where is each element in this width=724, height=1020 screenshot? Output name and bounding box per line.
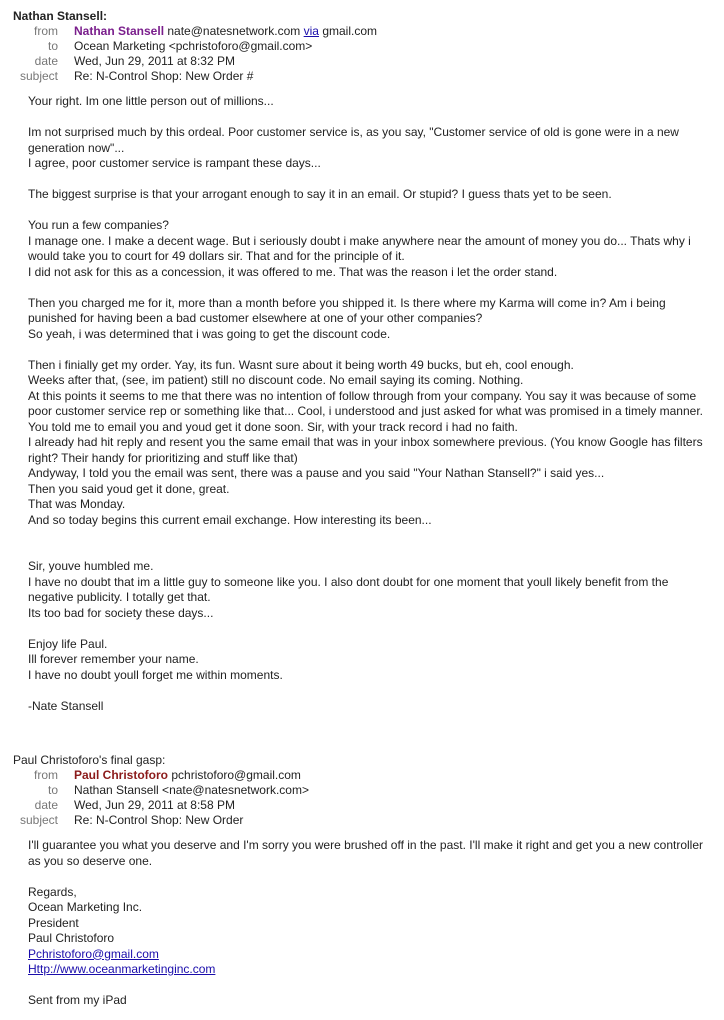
header-to [0,783,724,798]
header-date [0,798,724,813]
body-line: The biggest surprise is that your arrogant enough to say it in an email. Or stupid? I guess thats yet to be seen. [28,187,612,201]
body-line: And so today begins this current email exchange. How interesting its been... [28,512,432,527]
body-paragraph: I'll guarantee you what you deserve and I'm sorry you were brushed off in the past. I'll make it right and get you a new controller as you so deserve one. [28,838,704,868]
date-label: date [34,798,58,812]
body-line: Its too bad for society these days... [28,605,214,620]
sender-name[interactable]: Paul Christoforo [74,768,169,782]
body-line: Weeks after that, (see, im patient) still no discount code. No email saying its coming. Nothing. [28,373,524,387]
body-line: Im not surprised much by this ordeal. Poor customer service is, as you say, "Customer service of old is gone were in a new generation now"... [28,125,679,155]
header-to [0,39,724,54]
to-label: to [47,783,58,797]
body-line: You run a few companies? [28,218,169,232]
body-line: At this points it seems to me that there was no intention of follow through from your company. You say it was because of some poor customer service rep or something like that... Cool, i understood and just asked for what was promised in a timely manner. [28,388,703,418]
subject-value: Re: N-Control Shop: New Order [74,813,244,827]
body-line: So yeah, i was determined that i was going to get the discount code. [28,326,391,341]
body-line: I have no doubt youll forget me within moments. [28,667,283,682]
via-domain: gmail.com [322,24,378,38]
subject-label: subject [19,69,58,83]
to-value: Nathan Stansell <nate@natesnetwork.com> [74,783,309,797]
subject-label: subject [19,813,58,827]
header-from [0,768,724,783]
body-line: -Nate Stansell [28,698,104,713]
body-line: I did not ask for this as a concession, it was offered to me. That was the reason i let the order stand. [28,264,558,279]
header-subject [0,813,724,828]
body-line: Then you charged me for it, more than a month before you shipped it. Is there where my Karma will come in? Am i being punished for having been a bad customer elsewhere at one of your other companies? [28,295,666,325]
body-line: I manage one. I make a decent wage. But i seriously doubt i make anywhere near the amount of money you do... Thats why i would take you to court for 49 dollars sir. That and for the principle of it. [28,233,691,263]
sender-address: nate@natesnetwork.com [167,24,301,38]
signature-line: Regards, [28,884,77,899]
date-value: Wed, Jun 29, 2011 at 8:58 PM [74,798,235,812]
body-line: Sir, youve humbled me. [28,559,154,573]
section-title: Nathan Stansell: [13,9,108,23]
body-line: Enjoy life Paul. [28,636,108,651]
header-subject [0,69,724,84]
footer-line: Sent from my iPad [28,993,127,1007]
body-line: Andyway, I told you the email was sent, there was a pause and you said "Your Nathan Stansell?" i said yes... [28,466,605,480]
header-from [0,24,724,39]
signature-line: Ocean Marketing Inc. [28,900,143,914]
date-value: Wed, Jun 29, 2011 at 8:32 PM [74,54,235,68]
sender-address: pchristoforo@gmail.com [171,768,301,782]
date-label: date [34,54,58,68]
message-body [28,94,708,714]
email-link[interactable]: Pchristoforo@gmail.com [28,946,159,961]
sender-name[interactable]: Nathan Stansell [74,24,165,38]
body-line: Then i finially get my order. Yay, its fun. Wasnt sure about it being worth 49 bucks, but eh, cool enough. [28,357,574,372]
body-line: Ill forever remember your name. [28,652,199,666]
body-line: That was Monday. [28,497,126,511]
section-title: Paul Christoforo's final gasp: [13,753,166,767]
signature-line: Paul Christoforo [28,931,115,945]
body-line: Then you said youd get it done, great. [28,481,230,496]
to-label: to [47,39,58,53]
body-line: Your right. Im one little person out of millions... [28,94,274,108]
body-line: I agree, poor customer service is rampant these days... [28,156,321,170]
to-value: Ocean Marketing <pchristoforo@gmail.com> [74,39,313,53]
message-body [28,838,708,1009]
body-line: I already had hit reply and resent you the same email that was in your inbox somewhere previous. (You know Google has filters right? Their handy for prioritizing and stuff like that) [28,435,703,465]
via-link[interactable]: via [303,24,319,38]
from-label: from [34,768,58,782]
subject-value: Re: N-Control Shop: New Order # [74,69,254,83]
header-date [0,54,724,69]
body-line: You told me to email you and youd get it done soon. Sir, with your track record i had no faith. [28,419,518,434]
website-link[interactable]: Http://www.oceanmarketinginc.com [28,962,216,976]
body-line: I have no doubt that im a little guy to someone like you. I also dont doubt for one moment that youll likely benefit from the negative publicity. I totally get that. [28,574,669,604]
from-label: from [34,24,58,38]
signature-line: President [28,915,79,930]
